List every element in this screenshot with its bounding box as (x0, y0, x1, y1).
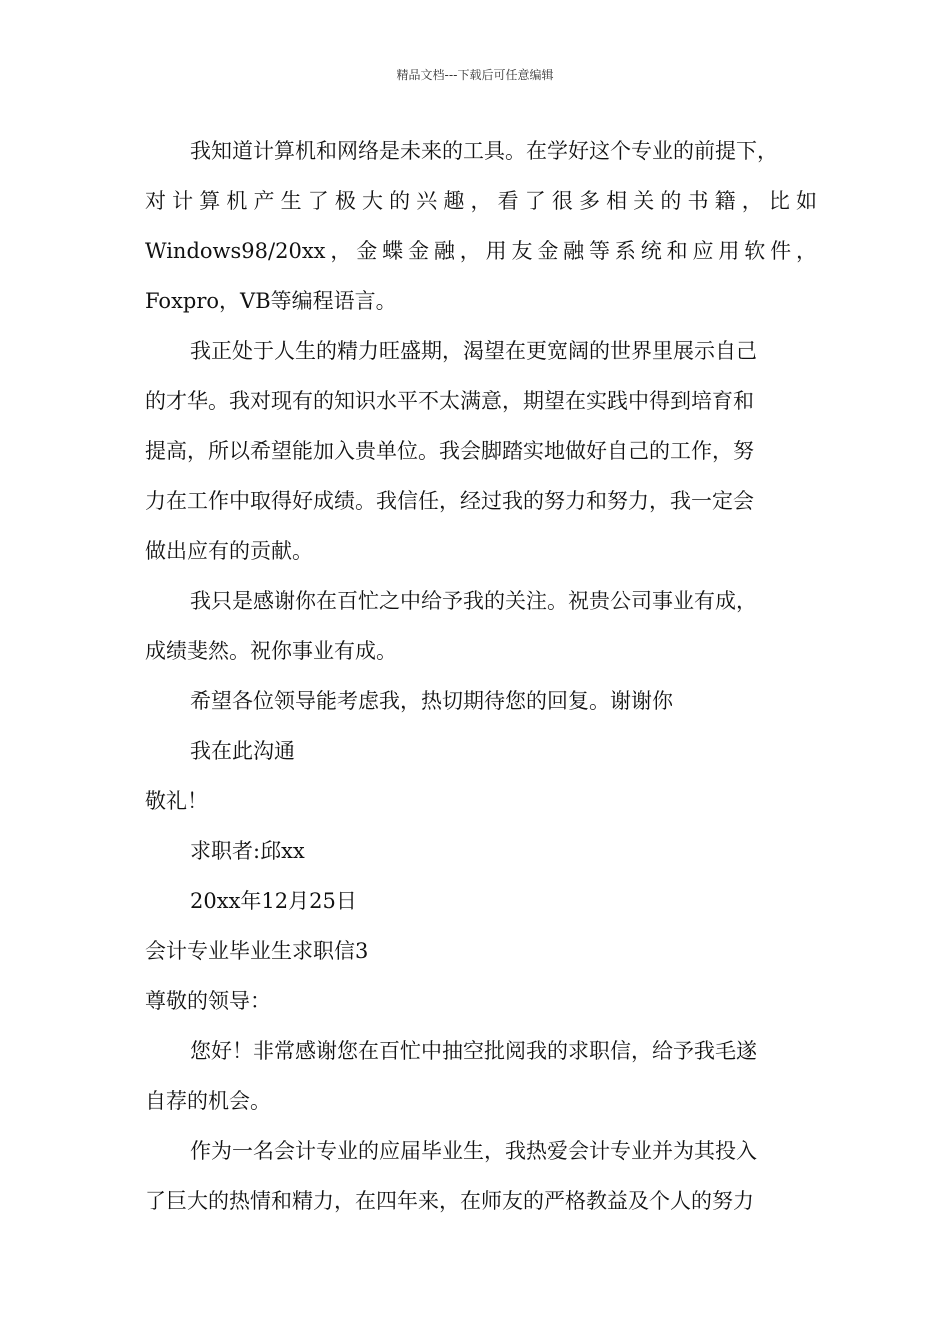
paragraph-line: 自荐的机会。 (145, 1089, 271, 1113)
paragraph-line: 做出应有的贡献。 (145, 539, 313, 563)
paragraph-line: Windows98/20xx，金蝶金融，用友金融等系统和应用软件， (145, 239, 817, 263)
paragraph-line: 我正处于人生的精力旺盛期，渴望在更宽阔的世界里展示自己 (190, 339, 757, 363)
paragraph-line: Foxpro，VB等编程语言。 (145, 289, 397, 313)
paragraph-line: 力在工作中取得好成绩。我信任，经过我的努力和努力，我一定会 (145, 489, 754, 513)
paragraph-line: 了巨大的热情和精力，在四年来，在师友的严格教益及个人的努力 (145, 1189, 754, 1213)
paragraph-line: 我在此沟通 (190, 739, 295, 763)
section-title: 会计专业毕业生求职信3 (145, 939, 369, 963)
salutation-opening: 尊敬的领导： (145, 989, 271, 1013)
page-header: 精品文档---下载后可任意编辑 (396, 68, 554, 82)
paragraph-line: 您好！非常感谢您在百忙中抽空批阅我的求职信，给予我毛遂 (190, 1039, 757, 1063)
applicant-signature: 求职者:邱xx (190, 839, 305, 863)
paragraph-line: 对计算机产生了极大的兴趣，看了很多相关的书籍，比如 (145, 189, 817, 213)
paragraph-line: 成绩斐然。祝你事业有成。 (145, 639, 397, 663)
paragraph-line: 我知道计算机和网络是未来的工具。在学好这个专业的前提下， (190, 139, 778, 163)
letter-date: 20xx年12月25日 (190, 889, 357, 913)
paragraph-line: 的才华。我对现有的知识水平不太满意，期望在实践中得到培育和 (145, 389, 754, 413)
paragraph-line: 希望各位领导能考虑我，热切期待您的回复。谢谢你 (190, 689, 673, 713)
salutation-closing: 敬礼！ (145, 789, 208, 813)
paragraph-line: 我只是感谢你在百忙之中给予我的关注。祝贵公司事业有成， (190, 589, 757, 613)
paragraph-line: 提高，所以希望能加入贵单位。我会脚踏实地做好自己的工作，努 (145, 439, 754, 463)
paragraph-line: 作为一名会计专业的应届毕业生，我热爱会计专业并为其投入 (190, 1139, 757, 1163)
